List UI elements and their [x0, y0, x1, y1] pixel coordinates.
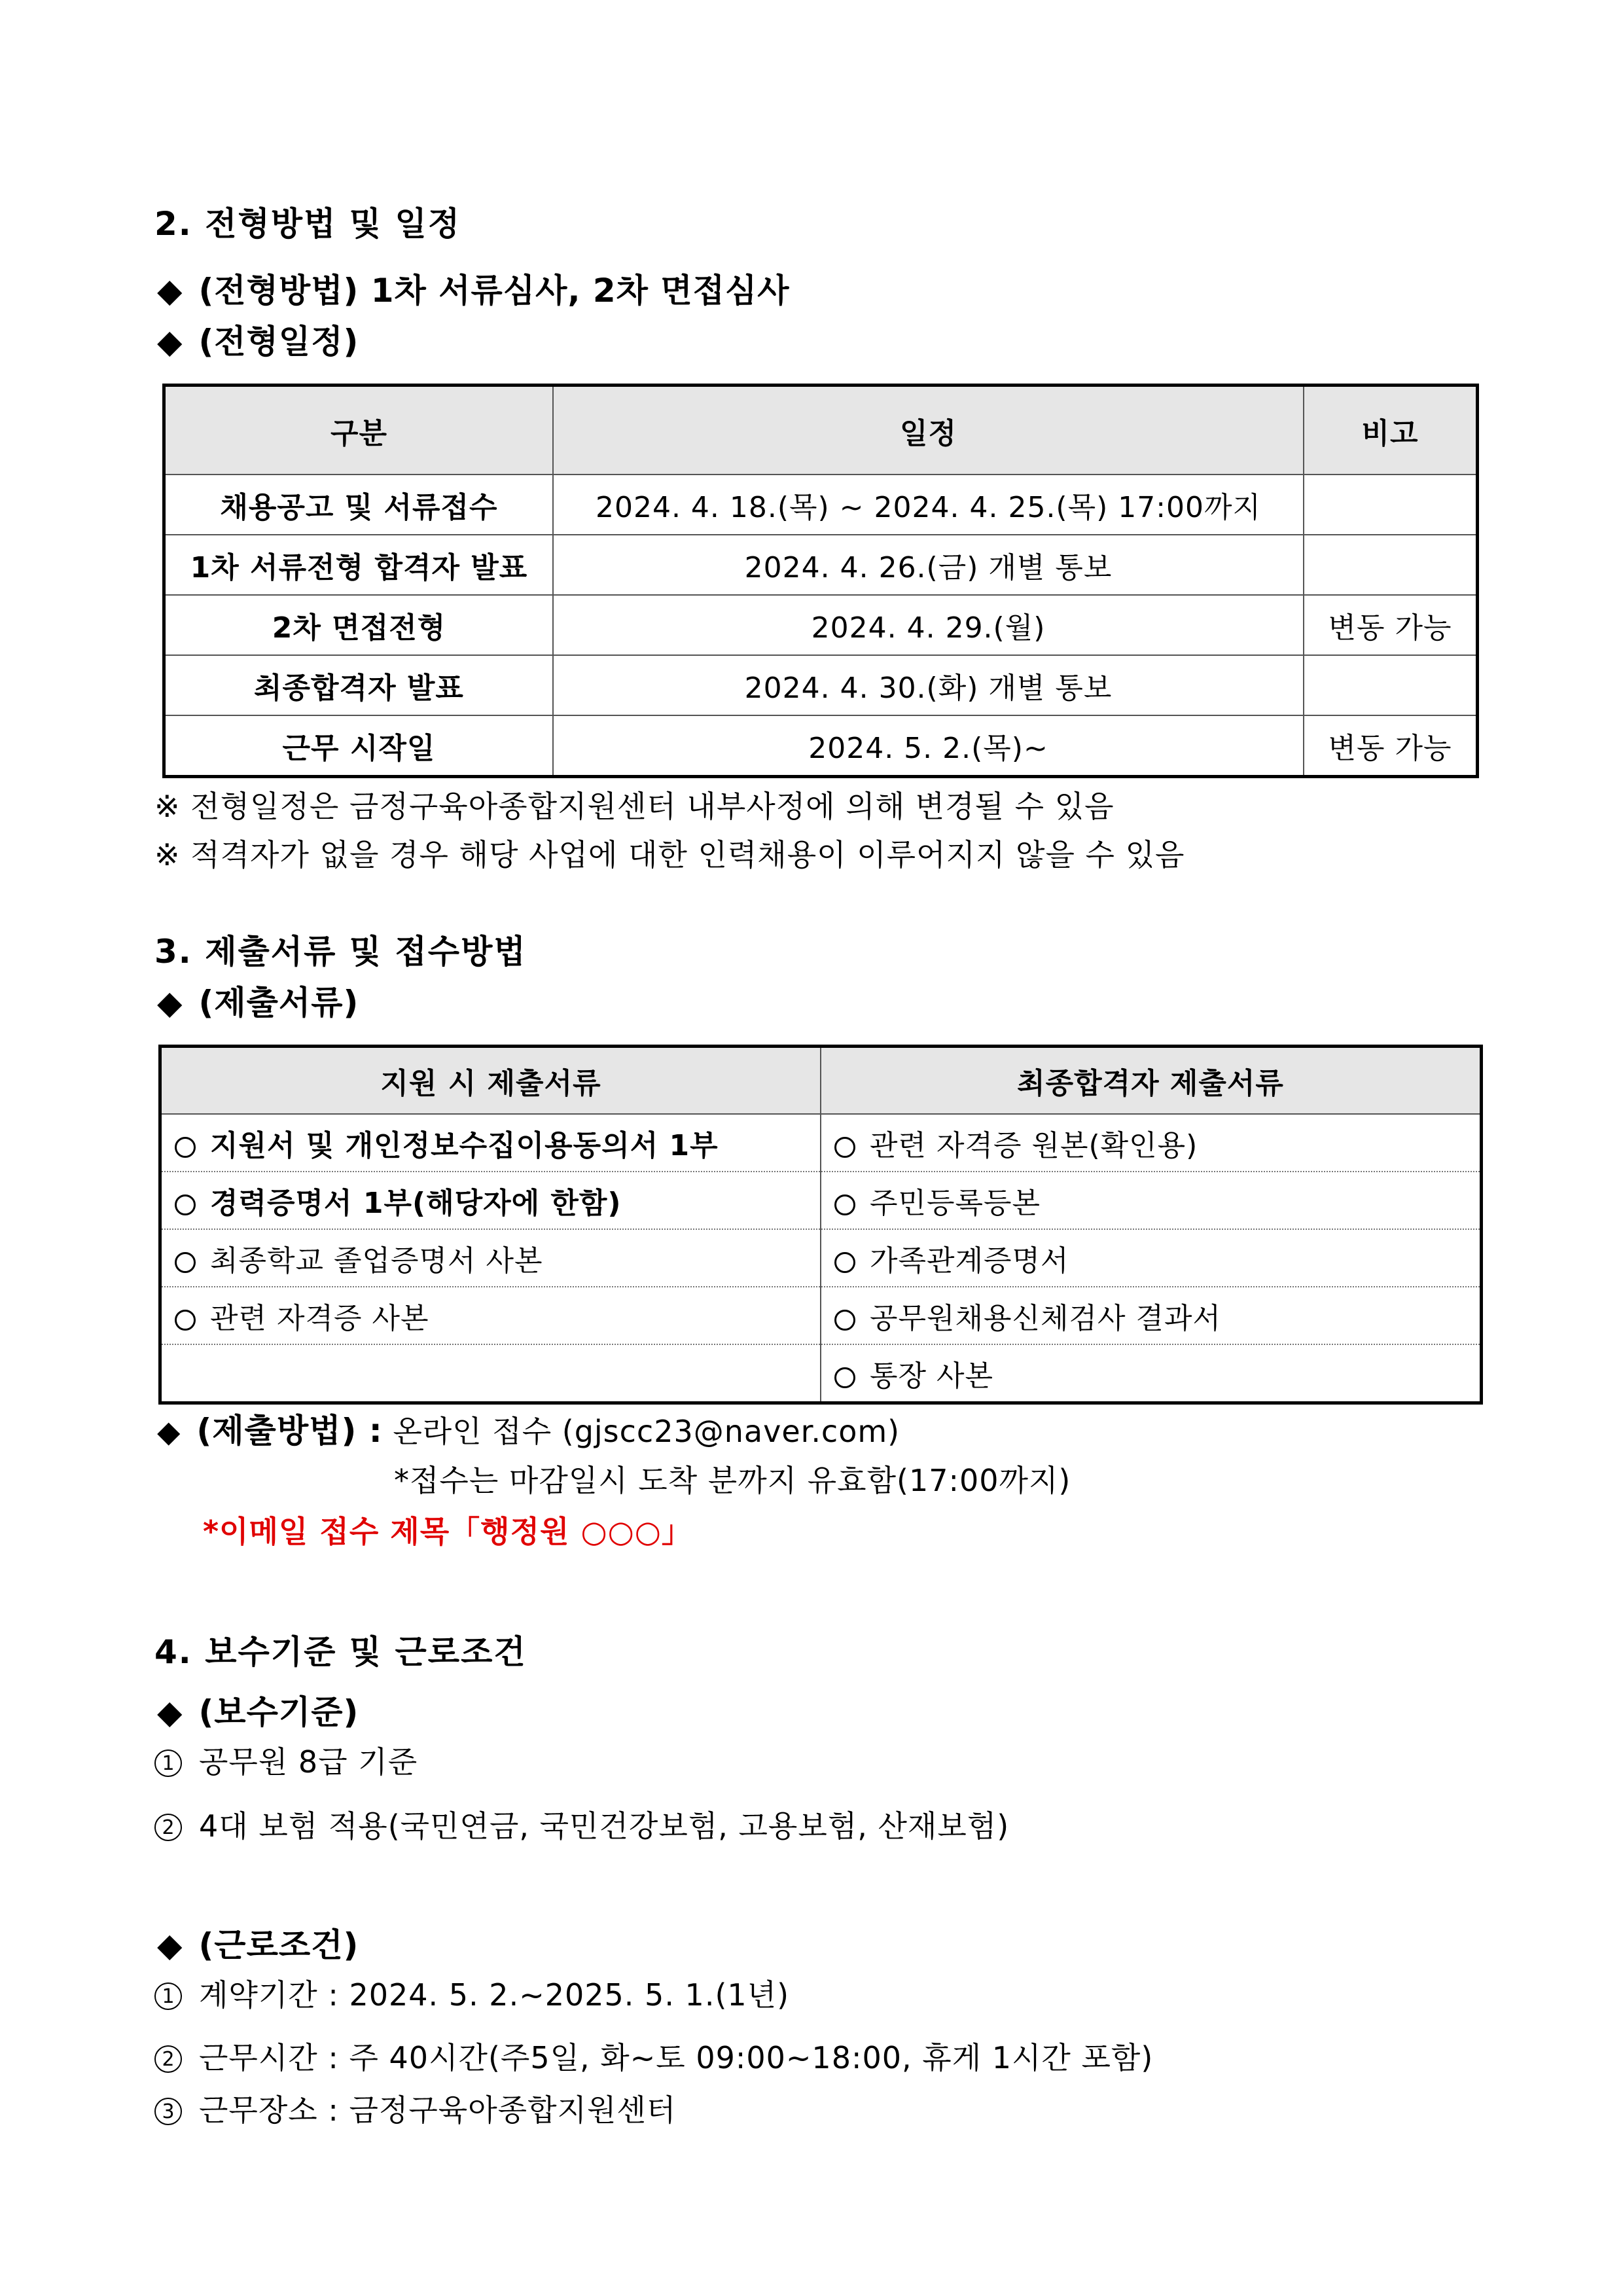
- circle-bullet-icon: [175, 1137, 196, 1158]
- section-2-title: 2. 전형방법 및 일정: [154, 205, 461, 243]
- email-subject-note: *이메일 접수 제목「행정원 ○○○」: [203, 1514, 692, 1549]
- schedule-note: ※ 전형일정은 금정구육아종합지원센터 내부사정에 의해 변경될 수 있음: [154, 789, 1115, 824]
- stage-cell: 최종합격자 발표: [164, 655, 553, 715]
- stage-cell: 채용공고 및 서류접수: [164, 475, 553, 535]
- date-cell: 2024. 4. 30.(화) 개별 통보: [553, 655, 1304, 715]
- table-row: [160, 1229, 1482, 1287]
- pay-item: 2 4대 보험 적용(국민연금, 국민건강보험, 고용보험, 산재보험): [154, 1803, 1009, 1846]
- documents-table: [158, 1045, 1483, 1405]
- diamond-icon: ◆: [157, 984, 183, 1022]
- diamond-icon: ◆: [157, 272, 183, 310]
- doc-cell-empty: [160, 1344, 821, 1403]
- table-row: [160, 1114, 1482, 1172]
- doc-cell: 관련 자격증 원본(확인용): [821, 1114, 1482, 1172]
- doc-cell: 공무원채용신체검사 결과서: [821, 1287, 1482, 1344]
- stage-cell: 근무 시작일: [164, 715, 553, 777]
- pay-heading: ◆ (보수기준): [157, 1693, 359, 1731]
- doc-cell: 관련 자격증 사본: [160, 1287, 821, 1344]
- doc-cell: 주민등록등본: [821, 1172, 1482, 1229]
- circled-number: 1: [154, 1982, 182, 2010]
- column-header: 지원 시 제출서류: [160, 1047, 821, 1115]
- circled-number: 3: [154, 2098, 182, 2125]
- note-cell: 변동 가능: [1304, 715, 1477, 777]
- deadline-note: *접수는 마감일시 도착 분까지 유효함(17:00까지): [394, 1463, 1071, 1498]
- date-cell: 2024. 4. 18.(목) ~ 2024. 4. 25.(목) 17:00까지: [553, 475, 1304, 535]
- diamond-icon: ◆: [157, 1693, 183, 1731]
- work-item: 2 근무시간 : 주 40시간(주5일, 화~토 09:00~18:00, 휴게 1시간 포함): [154, 2034, 1153, 2077]
- table-row: [164, 535, 1478, 595]
- section-4-title: 4. 보수기준 및 근로조건: [154, 1633, 527, 1671]
- table-row: [160, 1344, 1482, 1403]
- note-cell: [1304, 655, 1477, 715]
- date-cell: 2024. 4. 29.(월): [553, 595, 1304, 655]
- table-row: [164, 595, 1478, 655]
- circle-bullet-icon: [834, 1252, 855, 1273]
- table-header-row: [160, 1047, 1482, 1115]
- circled-number: 2: [154, 2045, 182, 2073]
- diamond-icon: ◆: [157, 1926, 183, 1964]
- submission-email: 온라인 접수 (gjscc23@naver.com): [393, 1414, 901, 1449]
- circle-bullet-icon: [834, 1194, 855, 1215]
- schedule-table: [162, 384, 1479, 778]
- note-cell: [1304, 475, 1477, 535]
- work-heading: ◆ (근로조건): [157, 1926, 359, 1964]
- circled-number: 1: [154, 1749, 182, 1777]
- date-cell: 2024. 5. 2.(목)~: [553, 715, 1304, 777]
- doc-cell: 통장 사본: [821, 1344, 1482, 1403]
- diamond-icon: ◆: [157, 1414, 181, 1449]
- table-row: [160, 1172, 1482, 1229]
- section-3-title: 3. 제출서류 및 접수방법: [154, 933, 527, 971]
- work-item: 1 계약기간 : 2024. 5. 2.~2025. 5. 1.(1년): [154, 1971, 789, 2015]
- doc-cell: 가족관계증명서: [821, 1229, 1482, 1287]
- stage-cell: 2차 면접전형: [164, 595, 553, 655]
- table-header-row: [164, 386, 1478, 475]
- table-row: [164, 655, 1478, 715]
- column-header: 일정: [553, 386, 1304, 475]
- submission-method: ◆ (제출방법) : 온라인 접수 (gjscc23@naver.com): [157, 1412, 901, 1450]
- work-item: 3 근무장소 : 금정구육아종합지원센터: [154, 2087, 676, 2130]
- circled-number: 2: [154, 1814, 182, 1841]
- circle-bullet-icon: [175, 1252, 196, 1273]
- table-row: [164, 475, 1478, 535]
- note-cell: 변동 가능: [1304, 595, 1477, 655]
- circle-bullet-icon: [175, 1194, 196, 1215]
- diamond-icon: ◆: [157, 323, 183, 361]
- docs-heading: ◆ (제출서류): [157, 984, 359, 1022]
- doc-cell: 최종학교 졸업증명서 사본: [160, 1229, 821, 1287]
- column-header: 구분: [164, 386, 553, 475]
- note-cell: [1304, 535, 1477, 595]
- method-line: ◆ (전형방법) 1차 서류심사, 2차 면접심사: [157, 272, 790, 310]
- doc-cell: 경력증명서 1부(해당자에 한함): [160, 1172, 821, 1229]
- table-row: [164, 715, 1478, 777]
- circle-bullet-icon: [834, 1367, 855, 1388]
- schedule-note: ※ 적격자가 없을 경우 해당 사업에 대한 인력채용이 이루어지지 않을 수 있음: [154, 837, 1185, 872]
- circle-bullet-icon: [834, 1137, 855, 1158]
- circle-bullet-icon: [175, 1310, 196, 1331]
- column-header: 비고: [1304, 386, 1477, 475]
- schedule-heading: ◆ (전형일정): [157, 323, 359, 361]
- date-cell: 2024. 4. 26.(금) 개별 통보: [553, 535, 1304, 595]
- stage-cell: 1차 서류전형 합격자 발표: [164, 535, 553, 595]
- pay-item: 1 공무원 8급 기준: [154, 1738, 418, 1782]
- column-header: 최종합격자 제출서류: [821, 1047, 1482, 1115]
- table-row: [160, 1287, 1482, 1344]
- circle-bullet-icon: [834, 1310, 855, 1331]
- doc-cell: 지원서 및 개인정보수집이용동의서 1부: [160, 1114, 821, 1172]
